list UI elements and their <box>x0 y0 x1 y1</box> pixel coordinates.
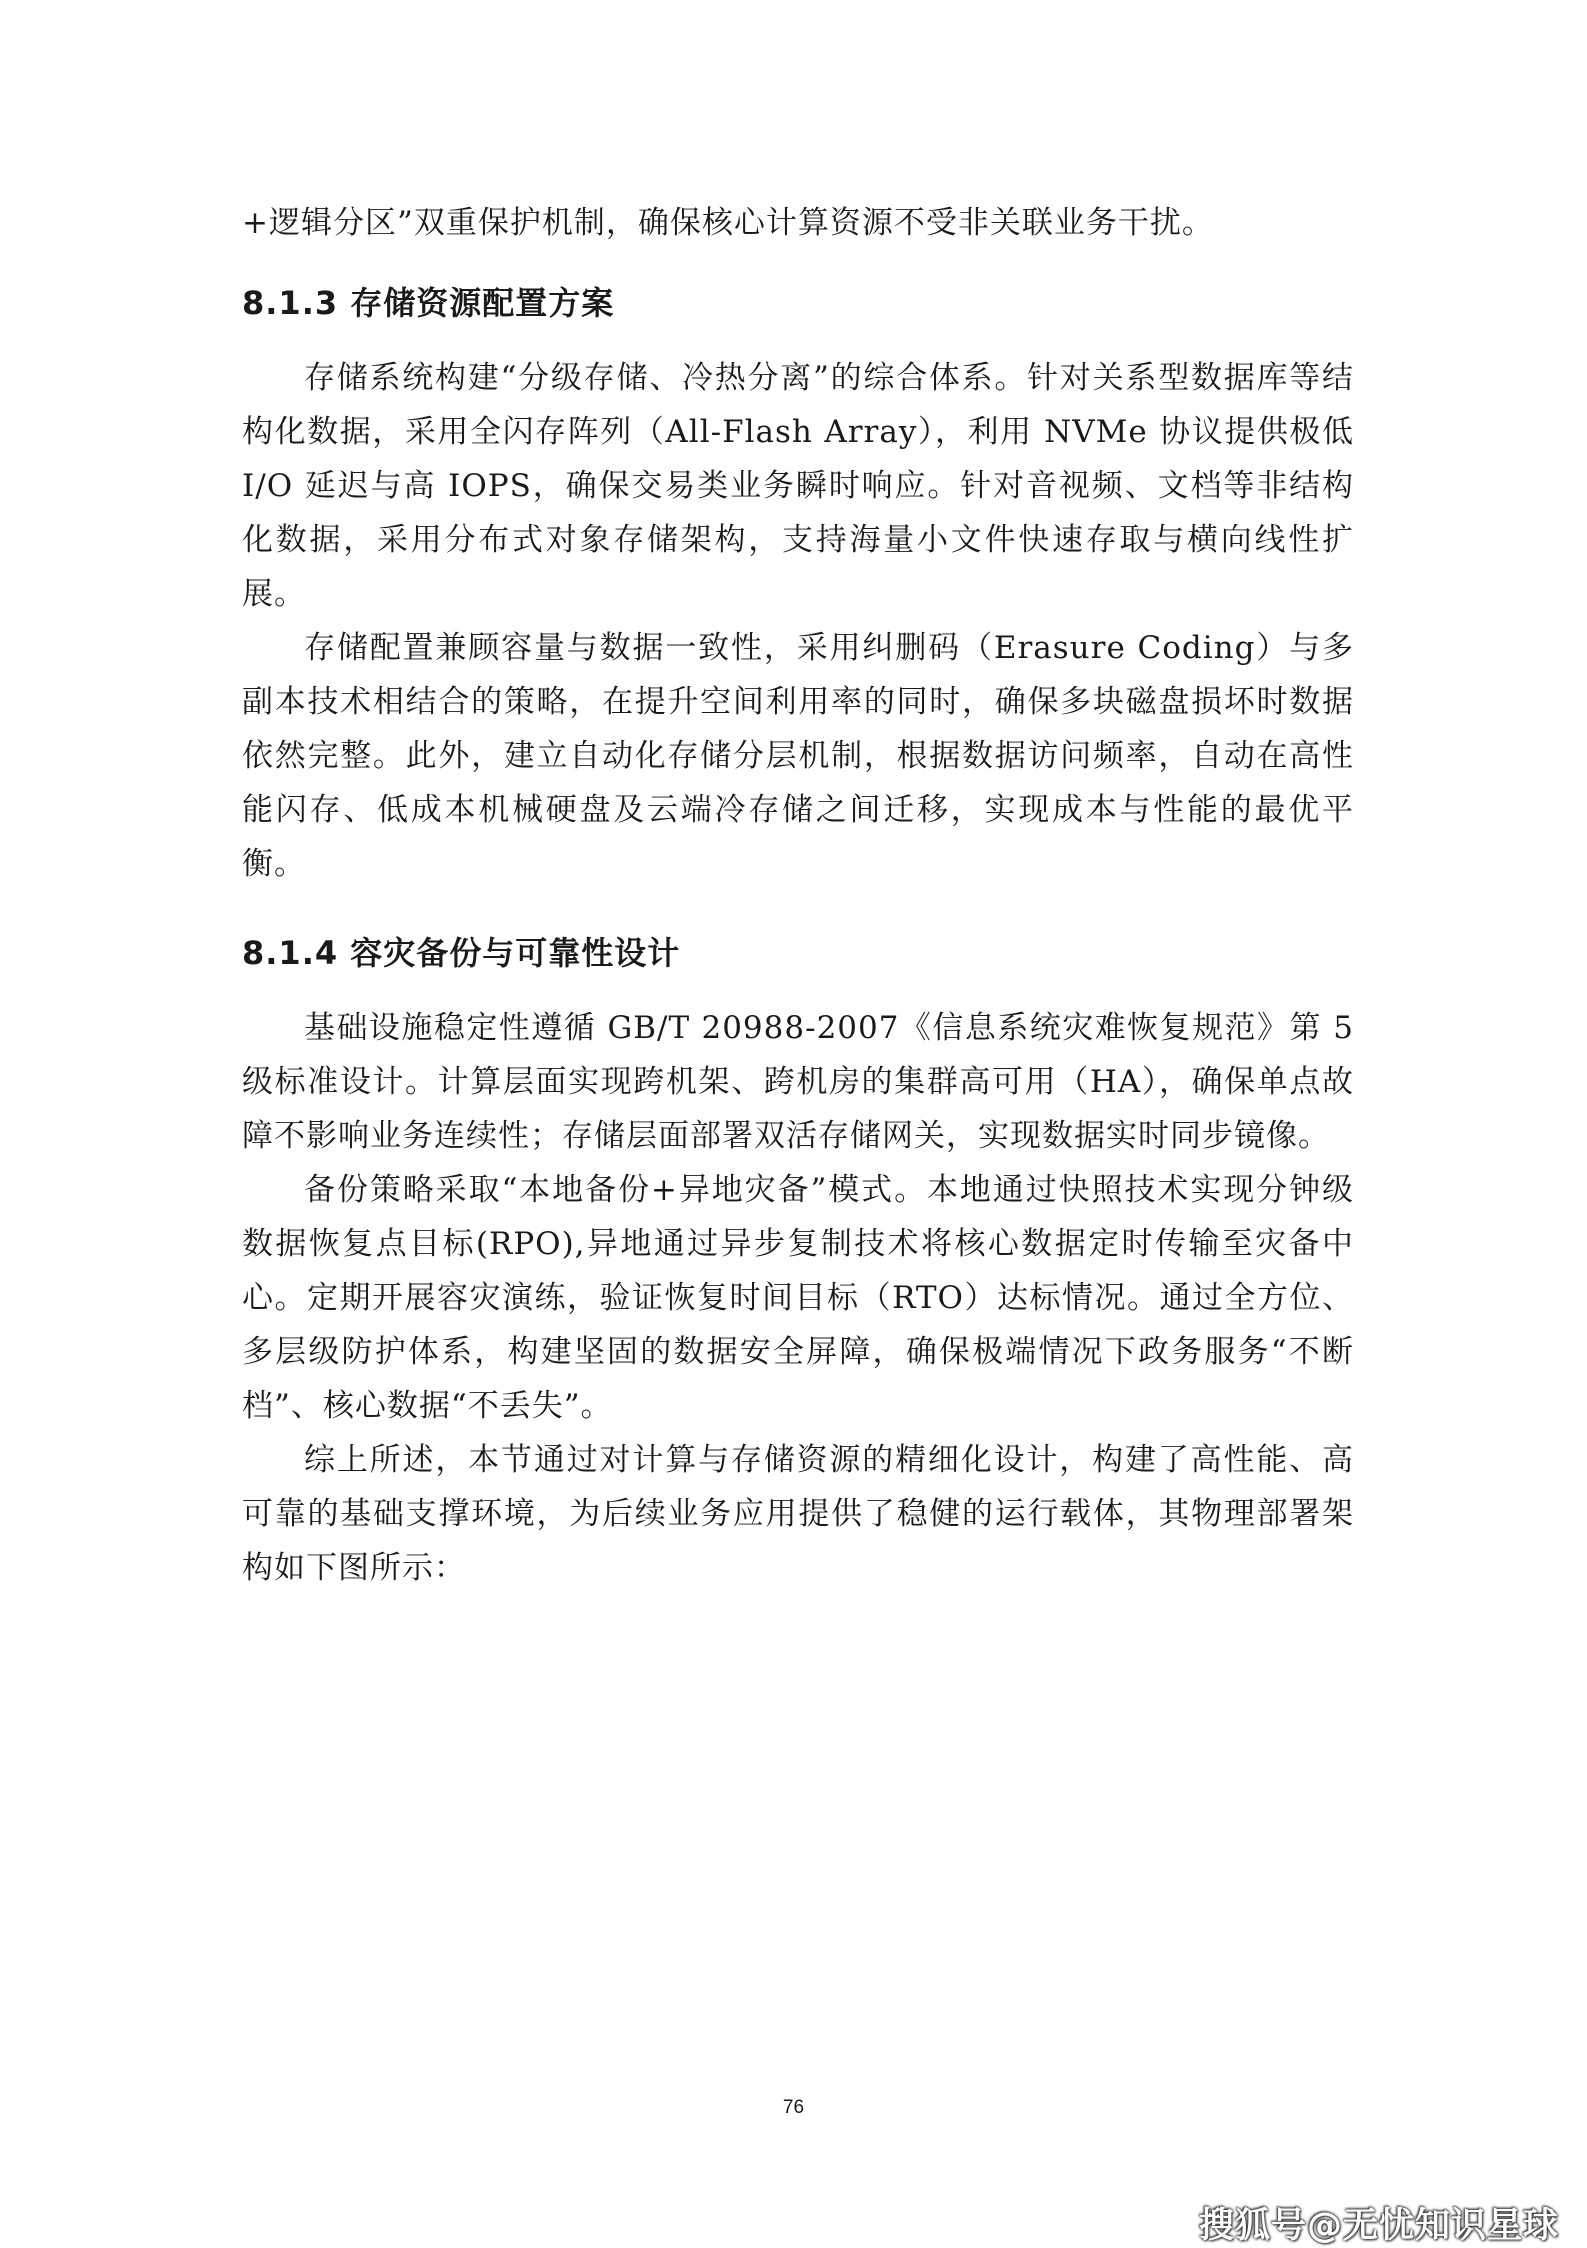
page-number: 76 <box>782 2097 805 2118</box>
paragraph: 综上所述，本节通过对计算与存储资源的精细化设计，构建了高性能、高可靠的基础支撑环境，为后续业务应用提供了稳健的运行载体，其物理部署架构如下图所示： <box>242 1442 1354 1586</box>
paragraph: 备份策略采取“本地备份+异地灾备”模式。本地通过快照技术实现分钟级数据恢复点目标(RPO),异地通过异步复制技术将核心数据定时传输至灾备中心。定期开展容灾演练，验证恢复时间目标（RTO）达标情况。通过全方位、多层级防护体系，构建坚固的数据安全屏障，确保极端情况下政务服务“不断档”、核心数据“不丢失”。 <box>242 1172 1354 1424</box>
section-heading-8-1-4: 8.1.4 容灾备份与可靠性设计 <box>242 934 681 972</box>
continued-paragraph: +逻辑分区”双重保护机制，确保核心计算资源不受非关联业务干扰。 <box>242 205 1214 241</box>
section-heading-8-1-3: 8.1.3 存储资源配置方案 <box>242 284 615 322</box>
paragraph: 存储系统构建“分级存储、冷热分离”的综合体系。针对关系型数据库等结构化数据，采用全闪存阵列（All-Flash Array），利用 NVMe 协议提供极低 I/O 延迟与高 IOPS，确保交易类业务瞬时响应。针对音视频、文档等非结构化数据，采用分布式对象存储架构，支持海量小文件快速存取与横向线性扩展。 <box>242 360 1354 612</box>
watermark: 搜狐号@无忧知识星球 <box>1198 2206 1559 2246</box>
page-content <box>242 196 1354 1595</box>
paragraph: 存储配置兼顾容量与数据一致性，采用纠删码（Erasure Coding）与多副本技术相结合的策略，在提升空间利用率的同时，确保多块磁盘损坏时数据依然完整。此外，建立自动化存储分层机制，根据数据访问频率，自动在高性能闪存、低成本机械硬盘及云端冷存储之间迁移，实现成本与性能的最优平衡。 <box>242 630 1354 882</box>
paragraph: 基础设施稳定性遵循 GB/T 20988-2007《信息系统灾难恢复规范》第 5 级标准设计。计算层面实现跨机架、跨机房的集群高可用（HA），确保单点故障不影响业务连续性；存储层面部署双活存储网关，实现数据实时同步镜像。 <box>242 1010 1354 1154</box>
